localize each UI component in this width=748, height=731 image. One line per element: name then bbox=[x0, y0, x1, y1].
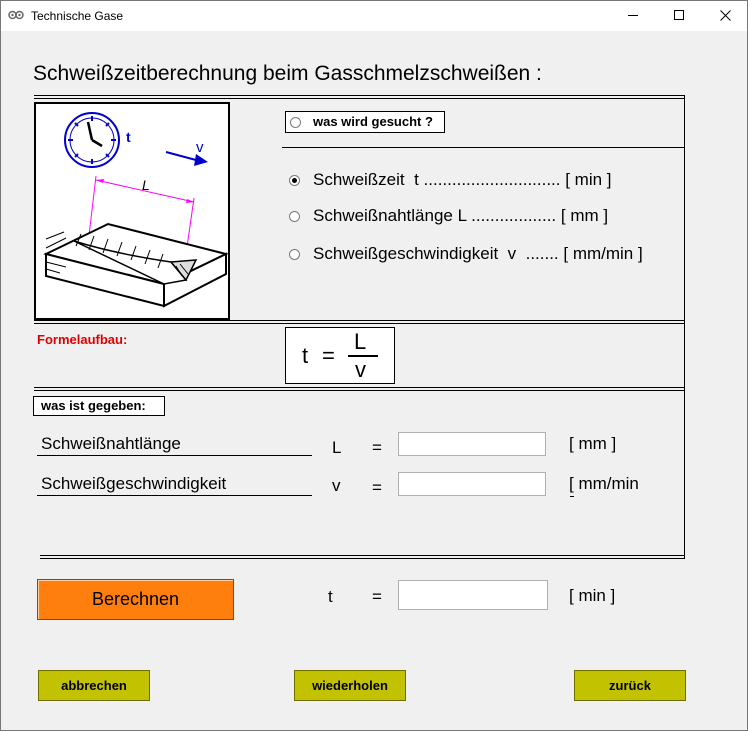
given-name-seam-length: Schweißnahtlänge bbox=[41, 434, 181, 453]
formula-label: Formelaufbau: bbox=[37, 332, 128, 347]
divider bbox=[34, 387, 684, 388]
velocity-label: v bbox=[196, 139, 204, 156]
maximize-button[interactable] bbox=[656, 0, 702, 31]
search-group-box bbox=[285, 111, 445, 133]
divider bbox=[34, 98, 684, 99]
length-label: L bbox=[142, 177, 150, 193]
cancel-button[interactable]: abbrechen bbox=[38, 670, 150, 701]
option-radio-weld-time[interactable] bbox=[289, 175, 300, 186]
given-equals: = bbox=[372, 478, 382, 497]
formula-lhs: t bbox=[302, 343, 309, 368]
divider bbox=[34, 390, 684, 391]
divider bbox=[40, 558, 684, 559]
given-unit-mm: [ mm ] bbox=[569, 434, 617, 453]
back-button[interactable]: zurück bbox=[574, 670, 686, 701]
divider bbox=[684, 95, 685, 559]
divider bbox=[282, 147, 684, 148]
option-radio-weld-speed[interactable] bbox=[289, 249, 300, 260]
divider bbox=[34, 95, 684, 96]
repeat-button[interactable]: wiederholen bbox=[294, 670, 406, 701]
time-label: t bbox=[126, 129, 131, 145]
divider bbox=[40, 555, 684, 556]
formula-box bbox=[285, 327, 395, 384]
given-symbol-v: v bbox=[332, 476, 341, 495]
result-output[interactable] bbox=[398, 580, 548, 610]
welding-illustration bbox=[34, 102, 230, 320]
given-group-box bbox=[33, 396, 165, 416]
underline bbox=[37, 455, 312, 456]
bracket-tick bbox=[570, 496, 574, 497]
given-label: was ist gegeben: bbox=[41, 398, 146, 413]
page-title: Schweißzeitberechnung beim Gasschmelzschweißen : bbox=[33, 62, 542, 85]
close-icon bbox=[720, 10, 731, 21]
maximize-icon bbox=[674, 10, 685, 21]
given-unit-mm-min: [ mm/min bbox=[569, 474, 639, 493]
result-unit-min: [ min ] bbox=[569, 586, 616, 605]
result-equals: = bbox=[372, 587, 382, 606]
underline bbox=[37, 495, 312, 496]
seam-length-input[interactable] bbox=[398, 432, 546, 456]
formula-equals: = bbox=[322, 343, 335, 368]
weld-speed-input[interactable] bbox=[398, 472, 546, 496]
app-icon bbox=[8, 8, 24, 22]
given-name-weld-speed: Schweißgeschwindigkeit bbox=[41, 474, 227, 493]
option-label-weld-speed[interactable]: Schweißgeschwindigkeit v ....... [ mm/min ] bbox=[313, 244, 643, 263]
given-symbol-L: L bbox=[332, 438, 342, 457]
result-symbol-t: t bbox=[328, 587, 333, 606]
option-radio-seam-length[interactable] bbox=[289, 211, 300, 222]
calculate-button[interactable]: Berechnen bbox=[37, 579, 234, 620]
divider bbox=[34, 323, 684, 324]
search-label: was wird gesucht ? bbox=[313, 114, 433, 129]
given-equals: = bbox=[372, 438, 382, 457]
close-button[interactable] bbox=[702, 0, 748, 31]
minimize-button[interactable] bbox=[610, 0, 656, 31]
search-radio[interactable] bbox=[290, 117, 301, 128]
option-label-seam-length[interactable]: Schweißnahtlänge L .................. [ mm ] bbox=[313, 206, 609, 225]
window-title: Technische Gase bbox=[31, 9, 124, 23]
formula-numerator: L bbox=[354, 329, 367, 354]
welding-drawing bbox=[36, 104, 228, 318]
formula-denominator: v bbox=[355, 357, 366, 382]
option-label-weld-time[interactable]: Schweißzeit t ............................. [ min ] bbox=[313, 170, 612, 189]
minimize-icon bbox=[628, 10, 639, 21]
